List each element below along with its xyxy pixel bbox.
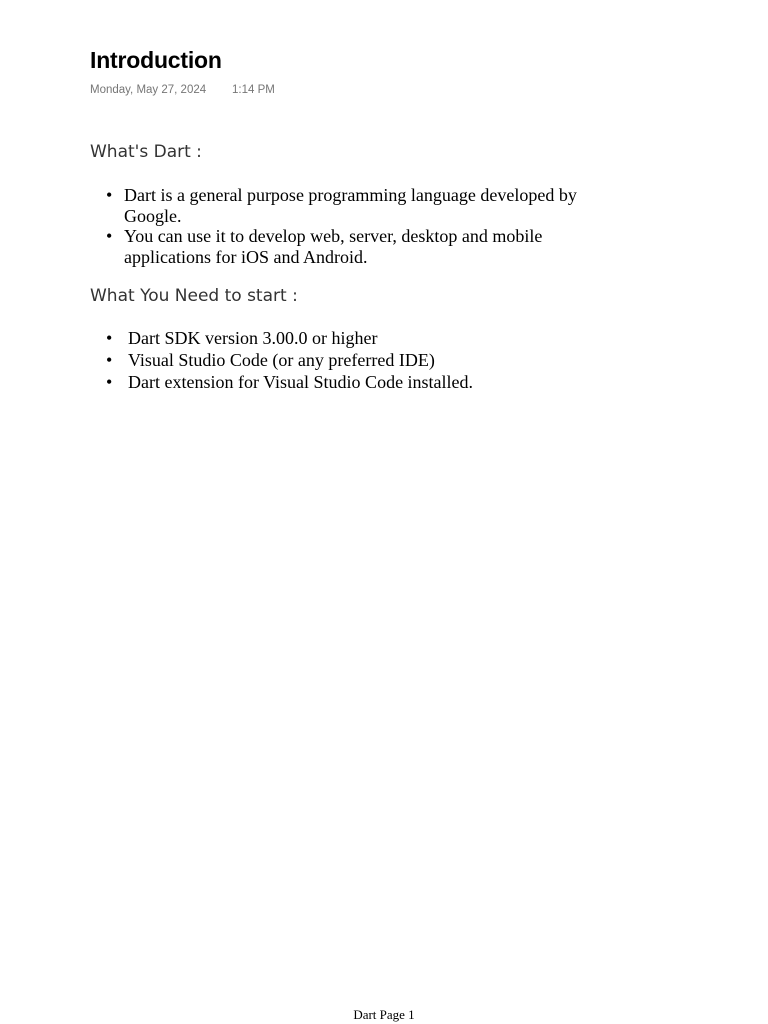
bullet-list-whats-dart	[90, 185, 610, 267]
page-date: Monday, May 27, 2024	[90, 84, 207, 96]
page-time: 1:14 PM	[232, 84, 275, 96]
list-item-text: Dart extension for Visual Studio Code installed.	[128, 372, 474, 392]
list-item	[90, 372, 610, 393]
bullet-icon: •	[106, 372, 113, 392]
list-item-text: Dart SDK version 3.00.0 or higher	[128, 328, 378, 348]
page-footer: Dart Page 1	[353, 1007, 415, 1022]
list-item-text: Visual Studio Code (or any preferred IDE)	[128, 350, 435, 370]
page-title: Introduction	[90, 47, 222, 73]
section-heading-what-you-need: What You Need to start :	[90, 286, 298, 306]
bullet-list-what-you-need	[90, 328, 610, 394]
list-item	[90, 350, 610, 371]
bullet-icon: •	[106, 350, 113, 370]
list-item	[90, 226, 610, 267]
list-item	[90, 328, 610, 349]
bullet-icon: •	[106, 328, 113, 348]
list-item-text: You can use it to develop web, server, desktop and mobile applications for iOS and Android.	[124, 226, 543, 267]
bullet-icon: •	[106, 226, 113, 246]
section-heading-whats-dart: What's Dart :	[90, 142, 202, 162]
list-item	[90, 185, 610, 226]
bullet-icon: •	[106, 185, 113, 205]
list-item-text: Dart is a general purpose programming language developed by Google.	[124, 185, 577, 226]
